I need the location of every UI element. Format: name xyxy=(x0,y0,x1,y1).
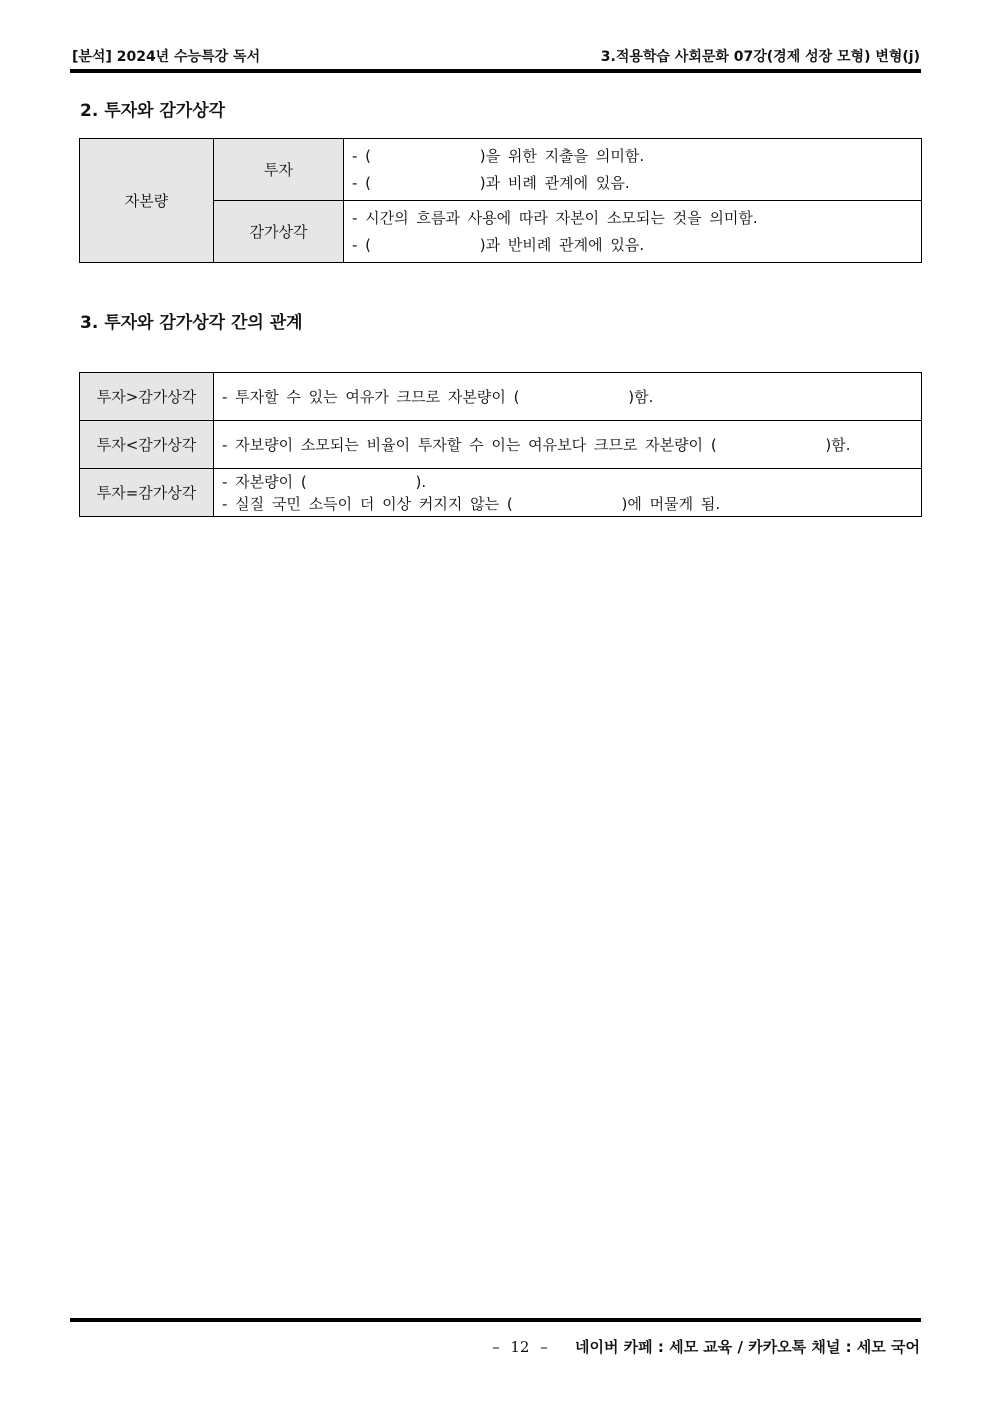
relation-label-equal: 투자=감가상각 xyxy=(80,469,214,517)
header-divider xyxy=(70,69,921,73)
capital-table xyxy=(79,138,922,263)
page-footer xyxy=(72,1336,920,1357)
content-line: - 시간의 흐름과 사용에 따라 자본이 소모되는 것을 의미함. xyxy=(352,208,758,227)
relation-label-less: 투자<감가상각 xyxy=(80,421,214,469)
header-left: [분석] 2024년 수능특강 독서 xyxy=(72,49,261,65)
investment-content xyxy=(344,139,922,201)
depreciation-content xyxy=(344,201,922,263)
relation-content-less xyxy=(214,421,922,469)
capital-label: 자본량 xyxy=(80,139,214,263)
depreciation-label: 감가상각 xyxy=(214,201,344,263)
content-line: - ( )과 반비례 관계에 있음. xyxy=(352,235,645,254)
page-header xyxy=(72,44,920,68)
section-3-title: 3. 투자와 감가상각 간의 관계 xyxy=(80,313,303,333)
content-line: - 자본량이 ( ). xyxy=(222,472,427,491)
content-line: - ( )과 비례 관계에 있음. xyxy=(352,173,630,192)
footer-divider xyxy=(70,1318,921,1322)
relation-content-greater xyxy=(214,373,922,421)
content-line: - 자보량이 소모되는 비율이 투자할 수 이는 여유보다 크므로 자본량이 ( )함. xyxy=(222,435,851,454)
relation-table xyxy=(79,372,922,517)
relation-label-greater: 투자>감가상각 xyxy=(80,373,214,421)
footer-text: 네이버 카페 : 세모 교육 / 카카오톡 채널 : 세모 국어 xyxy=(574,1338,920,1356)
section-2-title: 2. 투자와 감가상각 xyxy=(80,101,226,121)
relation-content-equal xyxy=(214,469,922,517)
page-number: – 12 – xyxy=(492,1338,548,1356)
header-right: 3.적용학습 사회문화 07강(경제 성장 모형) 변형(j) xyxy=(600,49,920,65)
content-line: - 투자할 수 있는 여유가 크므로 자본량이 ( )함. xyxy=(222,387,654,406)
content-line: - 실질 국민 소득이 더 이상 커지지 않는 ( )에 머물게 됨. xyxy=(222,494,721,513)
content-line: - ( )을 위한 지출을 의미함. xyxy=(352,146,645,165)
investment-label: 투자 xyxy=(214,139,344,201)
